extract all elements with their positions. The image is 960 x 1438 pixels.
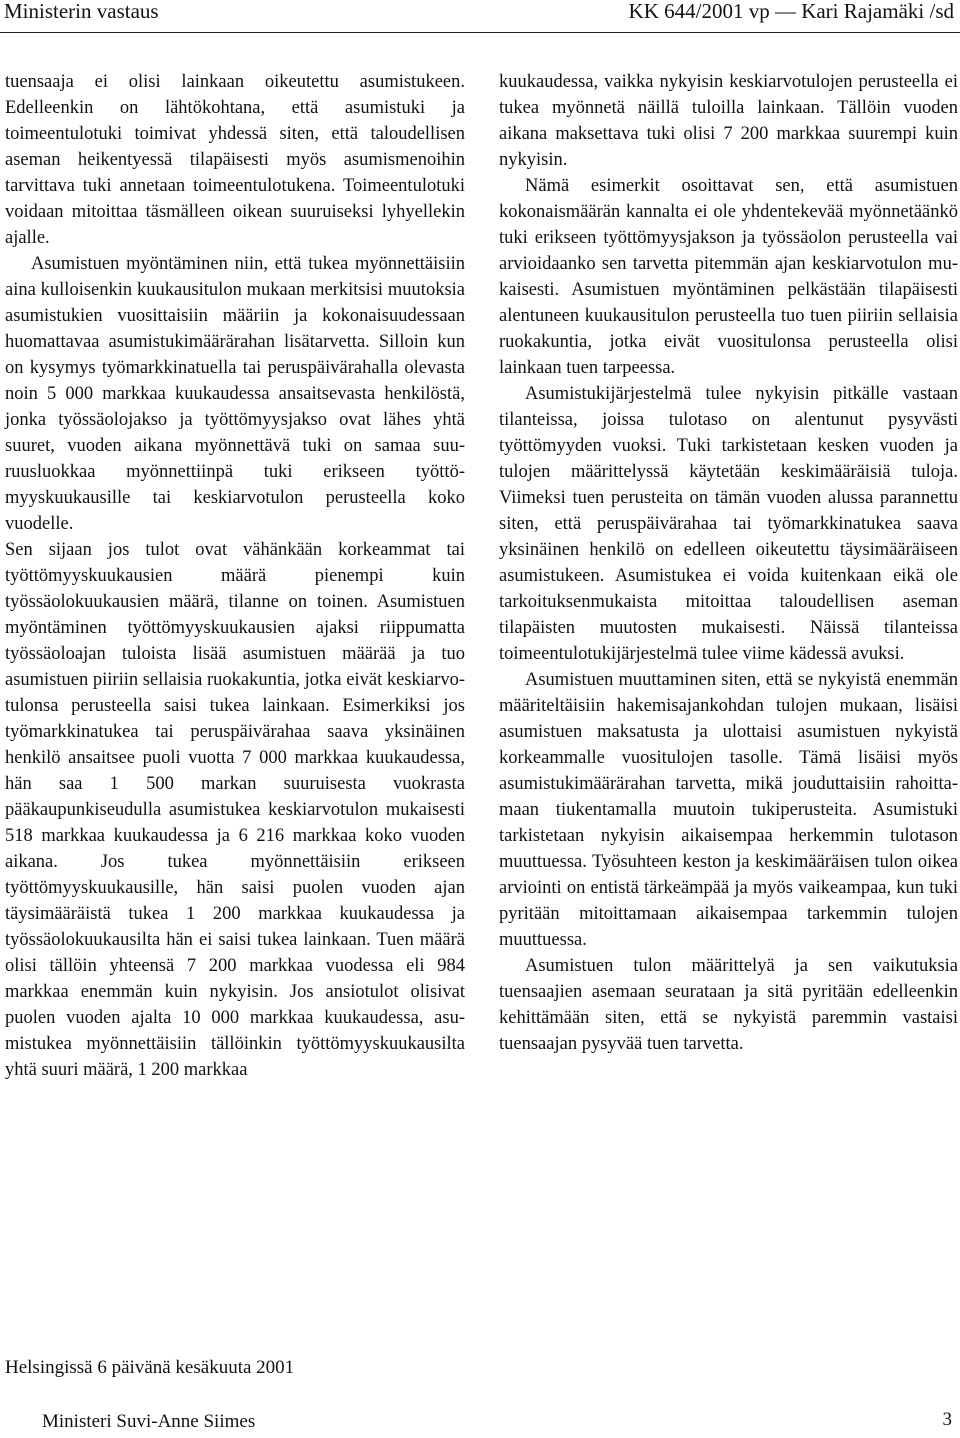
right-paragraph-1: kuukaudessa, vaikka nykyisin keskiarvotulojen perusteella ei tukea myönnetä näillä tuloilla lainkaan. Tällöin vuoden aikana maksettava tuki olisi 7 200 markkaa suurempi kuin nykyisin. — [499, 72, 958, 170]
left-text-column — [5, 69, 465, 1083]
right-paragraph-2: Nämä esimerkit osoittavat sen, että asumistuen kokonaismäärän kannalta ei ole yhdentekevää myönnetäänkö tuki erikseen työttömyysjakson ja työssäolon perusteella vai arvioidaanko sen tarvetta pitemmän ajan keskiarvotulon mukaisesti. Asumistuen myöntäminen pelkästään tilapäisesti alentuneen kuukausitulon perusteella tuo tuen piiriin sellaisia ruokakuntia, jotka eivät vuositulonsa perusteella olisi lainkaan tuen tarpeessa. — [499, 176, 958, 378]
right-paragraph-5: Asumistuen tulon määrittelyä ja sen vaikutuksia tuensaajien asemaan seurataan ja sitä pyritään edelleenkin kehittämään siten, että se nykyistä paremmin vastaisi tuensaajan pysyvää tuen tarvetta. — [499, 956, 958, 1054]
page-number: 3 — [942, 1409, 952, 1430]
header-document-type: Ministerin vastaus — [4, 0, 159, 23]
right-text-column — [499, 69, 958, 1057]
left-paragraph-3: Sen sijaan jos tulot ovat vähänkään korkeammat tai työttömyyskuukausien määrä pienempi kuin työssäolokuukausien määrä, tilanne on toinen. Asumistuen myöntäminen työttömyyskuukausien ajaksi riippumatta työssäoloajan tuloista lisää asumistuen määrää ja tuo asumistuen piiriin sellaisia ruokakuntia, jotka eivät keskiarvotulonsa perusteella saisi tukea lainkaan. Esimerkiksi jos työmarkkinatukea tai peruspäivärahaa saava yksinäinen henkilö ansaitsee puoli vuotta 7 000 markkaa kuukaudessa, hän saa 1 500 markan suuruisesta vuokrasta pääkaupunkiseudulla asumistukea keskiarvotulon mukaisesti 518 markkaa kuukaudessa ja 6 216 markkaa koko vuoden aikana. Jos tukea myönnettäisiin erikseen työttömyyskuukausille, hän saisi puolen vuoden ajan täysimääräistä tukea 1 200 markkaa kuukaudessa ja työssäolokuukausilta hän ei saisi tukea lainkaan. Tuen määrä olisi tällöin yhteensä 7 200 markkaa vuodessa eli 984 markkaa enemmän kuin nykyisin. Jos ansiotulot olisivat puolen vuoden ajalta 10 000 markkaa kuukaudessa, asumistukea myönnettäisiin tällöinkin työttömyyskuukausilta yhtä suuri määrä, 1 200 markkaa — [5, 540, 465, 1080]
right-paragraph-4: Asumistuen muuttaminen siten, että se nykyistä enemmän määriteltäisiin hakemisajankohdan tulojen mukaan, lisäisi asumistuen maksatusta ja ulottaisi asumistuen nykyistä korkeammalle vuositulojen tasolle. Tämä lisäisi myös asumistukimäärärahan tarvetta, mikä jouduttaisiin rahoittamaan tiukentamalla muutoin tukiperusteita. Asumistuki tarkistetaan nykyisin aikaisempaa herkemmin tulotason muuttuessa. Työsuhteen keston ja keskimääräisen tulon oikea arviointi on entistä tärkeämpää ja myös vaikeampaa, kun tuki pyritään mitoittamaan aikaisempaa tarkemmin tulojen muuttuessa. — [499, 670, 958, 950]
header-document-reference: KK 644/2001 vp — Kari Rajamäki /sd — [628, 0, 954, 23]
header-divider — [0, 32, 960, 33]
signature-place-date: Helsingissä 6 päivänä kesäkuuta 2001 — [5, 1357, 295, 1378]
left-paragraph-1: tuensaaja ei olisi lainkaan oikeutettu asumistukeen. Edelleenkin on lähtökohtana, että asumistuki ja toimeentulotuki toimivat yhdessä siten, että taloudellisen aseman heikentyessä tilapäisesti myös asumismenoihin tarvittava tuki annetaan toimeentulotukena. Toimeentulotuki voidaan mitoittaa täsmälleen oikean suuruiseksi lyhyellekin ajalle. — [5, 72, 465, 248]
right-paragraph-3: Asumistukijärjestelmä tulee nykyisin pitkälle vastaan tilanteissa, joissa tulotaso on alentunut pysyvästi työttömyyden vuoksi. Tuki tarkistetaan kesken vuoden ja tulojen määrittelyssä käytetään keskimääräisiä tuloja. Viimeksi tuen perusteita on tämän vuoden alussa parannettu siten, että peruspäivärahaa tai työmarkkinatukea saava yksinäinen henkilö on edelleen oikeutettu täysimääräiseen asumistukeen. Asumistukea ei voida kuitenkaan eikä ole tarkoituksenmukaista mitoittaa taloudellisen aseman tilapäisten muutosten mukaisesti. Näissä tilanteissa toimeentulotukijärjestelmä tulee viime kädessä avuksi. — [499, 384, 958, 664]
signatory-name: Ministeri Suvi-Anne Siimes — [42, 1411, 256, 1432]
page-header — [0, 0, 960, 32]
left-paragraph-2: Asumistuen myöntäminen niin, että tukea myönnettäisiin aina kulloisenkin kuukausitulon mukaan merkitsisi muutoksia asumistukien vuosittaisiin määriin ja kokonaisuudessaan huomattavaa asumistukimäärärahan lisätarvetta. Silloin kun on kysymys työmarkkinatuella tai peruspäivärahalla olevasta noin 5 000 markkaa kuukaudessa ansaitsevasta henkilöstä, jonka työssäolojakso ja työttömyysjakso ovat lähes yhtä suuret, vuoden aikana myönnettävä tuki on samaa suuruusluokkaa myönnettiinpä tuki erikseen työttömyyskuukausille tai keskiarvotulon perusteella koko vuodelle. — [5, 254, 465, 534]
